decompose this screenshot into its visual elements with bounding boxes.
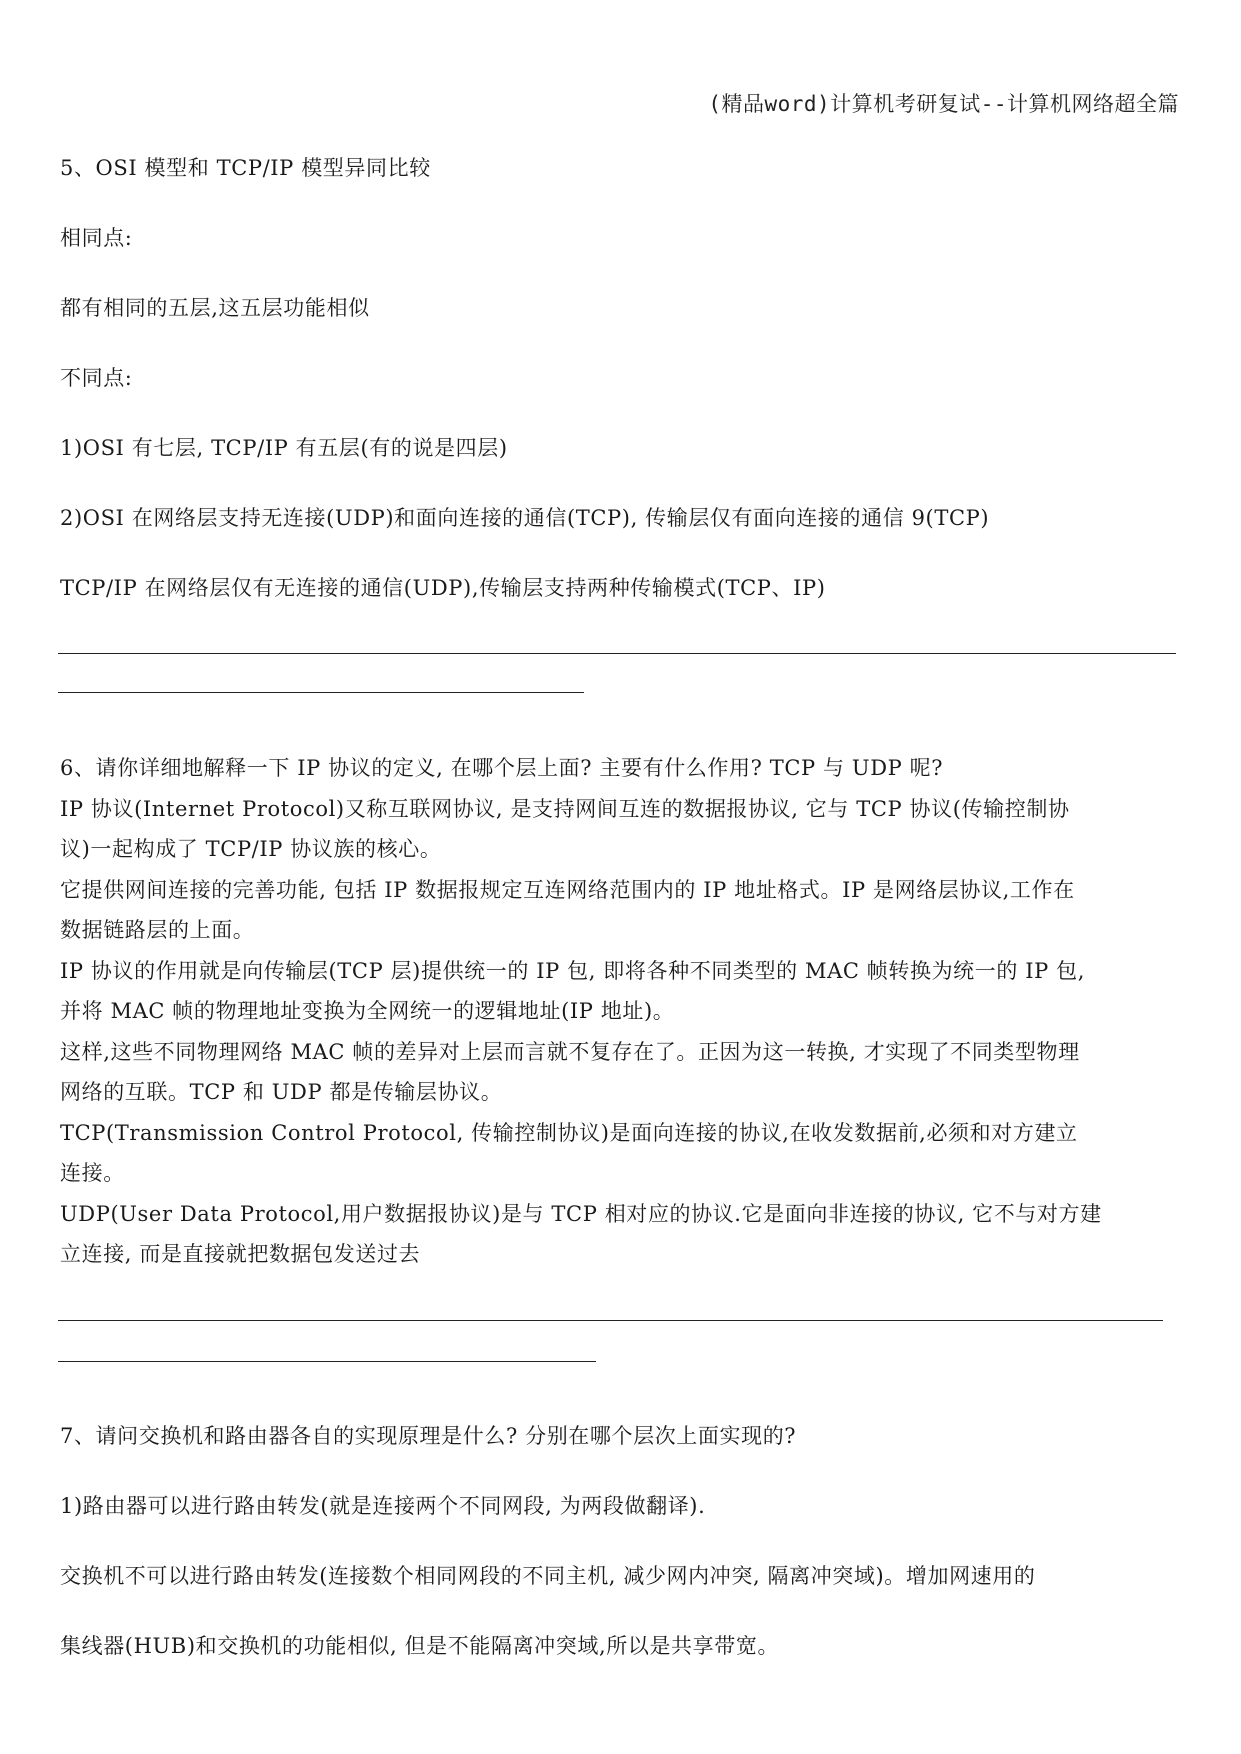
section6-line: IP 协议(Internet Protocol)又称互联网协议, 是支持网间互连的数据报协议, 它与 TCP 协议(传输控制协 [60,797,1070,821]
divider-line [58,653,1176,654]
section6-line: 并将 MAC 帧的物理地址变换为全网统一的逻辑地址(IP 地址)。 [60,999,675,1023]
same-points-label: 相同点: [60,226,133,250]
section6-line: TCP(Transmission Control Protocol, 传输控制协议)是面向连接的协议,在收发数据前,必须和对方建立 [60,1121,1078,1145]
section6-line: 连接。 [60,1161,125,1185]
diff-point-1: 1)OSI 有七层, TCP/IP 有五层(有的说是四层) [60,436,508,460]
section6-line: 这样,这些不同物理网络 MAC 帧的差异对上层而言就不复存在了。正因为这一转换, 才实现了不同类型物理 [60,1040,1080,1064]
divider-line [58,1320,1163,1321]
section6-heading: 6、请你详细地解释一下 IP 协议的定义, 在哪个层上面? 主要有什么作用? TCP 与 UDP 呢? [60,756,944,780]
section6-line: 网络的互联。TCP 和 UDP 都是传输层协议。 [60,1080,503,1104]
diff-points-label: 不同点: [60,366,133,390]
section7-line: 集线器(HUB)和交换机的功能相似, 但是不能隔离冲突域,所以是共享带宽。 [60,1634,780,1658]
section6-line: 数据链路层的上面。 [60,918,255,942]
section7-line: 交换机不可以进行路由转发(连接数个相同网段的不同主机, 减少网内冲突, 隔离冲突域)。增加网速用的 [60,1564,1036,1588]
section5-heading: 5、OSI 模型和 TCP/IP 模型异同比较 [60,156,431,180]
section7-heading: 7、请问交换机和路由器各自的实现原理是什么? 分别在哪个层次上面实现的? [60,1424,797,1448]
divider-line [58,692,584,693]
page-header: (精品word)计算机考研复试--计算机网络超全篇 [708,92,1179,116]
divider-line [58,1361,596,1362]
section6-line: UDP(User Data Protocol,用户数据报协议)是与 TCP 相对应的协议.它是面向非连接的协议, 它不与对方建 [60,1202,1102,1226]
diff-point-3: TCP/IP 在网络层仅有无连接的通信(UDP),传输层支持两种传输模式(TCP、IP) [60,576,826,600]
section6-line: IP 协议的作用就是向传输层(TCP 层)提供统一的 IP 包, 即将各种不同类型的 MAC 帧转换为统一的 IP 包, [60,959,1086,983]
section6-line: 议)一起构成了 TCP/IP 协议族的核心。 [60,837,442,861]
diff-point-2: 2)OSI 在网络层支持无连接(UDP)和面向连接的通信(TCP), 传输层仅有面向连接的通信 9(TCP) [60,506,990,530]
same-points-text: 都有相同的五层,这五层功能相似 [60,296,370,320]
section6-line: 立连接, 而是直接就把数据包发送过去 [60,1242,421,1266]
section7-line: 1)路由器可以进行路由转发(就是连接两个不同网段, 为两段做翻译). [60,1494,706,1518]
section6-line: 它提供网间连接的完善功能, 包括 IP 数据报规定互连网络范围内的 IP 地址格式。IP 是网络层协议,工作在 [60,878,1075,902]
